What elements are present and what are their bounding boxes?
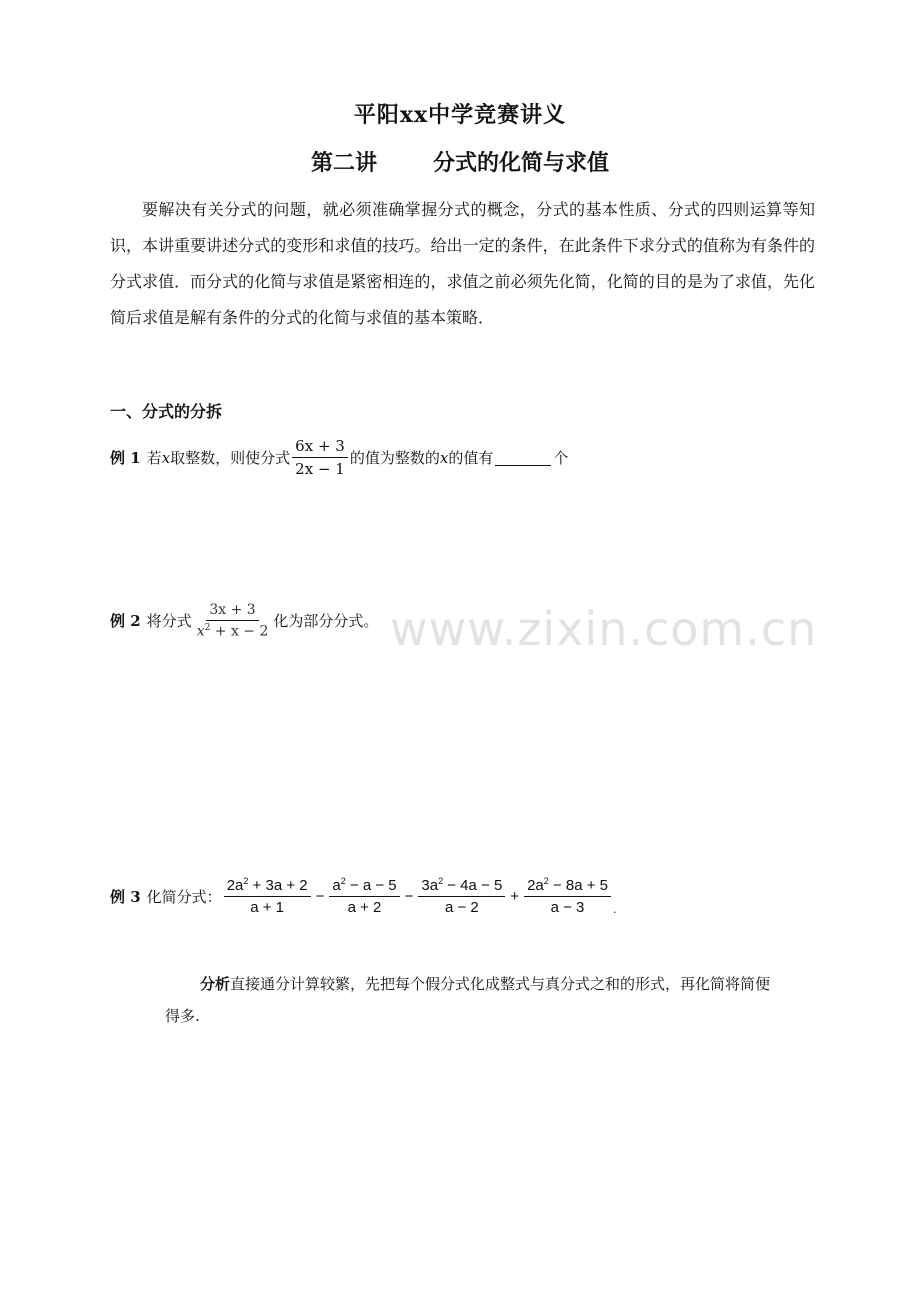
example-3-label: 例 3 xyxy=(110,887,141,906)
analysis-text-1: 直接通分计算较繁，先把每个假分式化成整式与真分式之和的形式，再化简将简便 xyxy=(230,975,771,993)
example-3 xyxy=(110,876,616,916)
num-rest: + 3a + 2 xyxy=(248,877,308,894)
example-1-text-d: 的值有 xyxy=(448,449,494,467)
example-3-fraction-2 xyxy=(329,876,399,916)
fraction-numerator xyxy=(418,876,505,897)
example-1-text-b: 取整数，则使分式 xyxy=(170,449,291,467)
num-exponent: 2 xyxy=(438,876,444,886)
example-2-fraction xyxy=(194,602,272,640)
fraction-denominator: 2x − 1 xyxy=(295,460,345,478)
example-1-fraction xyxy=(292,437,348,478)
example-3-fraction-1 xyxy=(224,876,311,916)
fraction-numerator xyxy=(524,876,611,897)
example-2-text-b: 化为部分分式。 xyxy=(273,612,379,631)
plus-operator: + xyxy=(510,887,520,905)
example-1 xyxy=(110,437,568,478)
num-lead: 3a xyxy=(421,877,439,894)
fraction-numerator xyxy=(329,876,399,897)
example-1-text-e: 个 xyxy=(553,449,569,467)
num-exponent: 2 xyxy=(243,876,249,886)
lecture-number: 第二讲 xyxy=(310,150,377,176)
minus-operator: − xyxy=(404,887,414,905)
example-2 xyxy=(110,602,378,640)
den-exponent: 2 xyxy=(204,623,211,633)
num-rest: − a − 5 xyxy=(345,877,397,894)
analysis-text-2: 得多. xyxy=(165,1007,200,1025)
analysis-label: 分析 xyxy=(200,975,231,993)
example-3-text-a: 化简分式： xyxy=(146,887,222,906)
minus-operator: − xyxy=(315,887,325,905)
fraction-denominator: a − 2 xyxy=(444,899,479,916)
variable-x: x xyxy=(161,448,171,467)
fraction-numerator: 6x + 3 xyxy=(292,437,348,458)
document-title: 平阳xx中学竞赛讲义 xyxy=(353,102,567,128)
analysis-line-1 xyxy=(200,966,815,1002)
num-rest: − 8a + 5 xyxy=(548,877,608,894)
fraction-numerator xyxy=(224,876,311,897)
fraction-denominator xyxy=(194,621,272,640)
num-exponent: 2 xyxy=(543,876,549,886)
fraction-denominator: a + 1 xyxy=(250,899,285,916)
lecture-title xyxy=(0,146,920,177)
num-exponent: 2 xyxy=(340,876,346,886)
example-2-text-a: 将分式 xyxy=(146,612,192,631)
lecture-topic: 分式的化简与求值 xyxy=(433,150,610,176)
example-1-text-a: 若 xyxy=(146,449,162,467)
num-lead: a xyxy=(332,877,341,894)
num-lead: 2a xyxy=(226,877,244,894)
fraction-denominator: a + 2 xyxy=(347,899,382,916)
fraction-numerator: 3x + 3 xyxy=(206,602,258,621)
num-rest: − 4a − 5 xyxy=(443,877,503,894)
fraction-denominator: a − 3 xyxy=(550,899,585,916)
den-rest: + x − 2 xyxy=(210,623,269,640)
den-variable: x xyxy=(196,623,205,640)
example-1-label: 例 1 xyxy=(110,449,141,467)
num-lead: 2a xyxy=(527,877,544,894)
example-1-text-c: 的值为整数的 xyxy=(349,449,440,467)
watermark: www.zixin.com.cn xyxy=(390,602,818,656)
end-period: . xyxy=(612,903,617,916)
variable-x: x xyxy=(439,448,449,467)
section-heading: 一、分式的分拆 xyxy=(110,402,223,421)
example-2-label: 例 2 xyxy=(110,612,141,631)
example-3-fraction-4 xyxy=(524,876,611,916)
answer-blank xyxy=(495,449,551,466)
example-3-fraction-3 xyxy=(418,876,505,916)
intro-paragraph: 要解决有关分式的问题，就必须准确掌握分式的概念，分式的基本性质、分式的四则运算等知识，本讲重要讲述分式的变形和求值的技巧。给出一定的条件，在此条件下求分式的值称为有条件的分式求值．而分式的化简与求值是紧密相连的，求值之前必须先化简，化简的目的是为了求值，先化简后求值是解有条件的分式的化简与求值的基本策略． xyxy=(110,200,815,327)
